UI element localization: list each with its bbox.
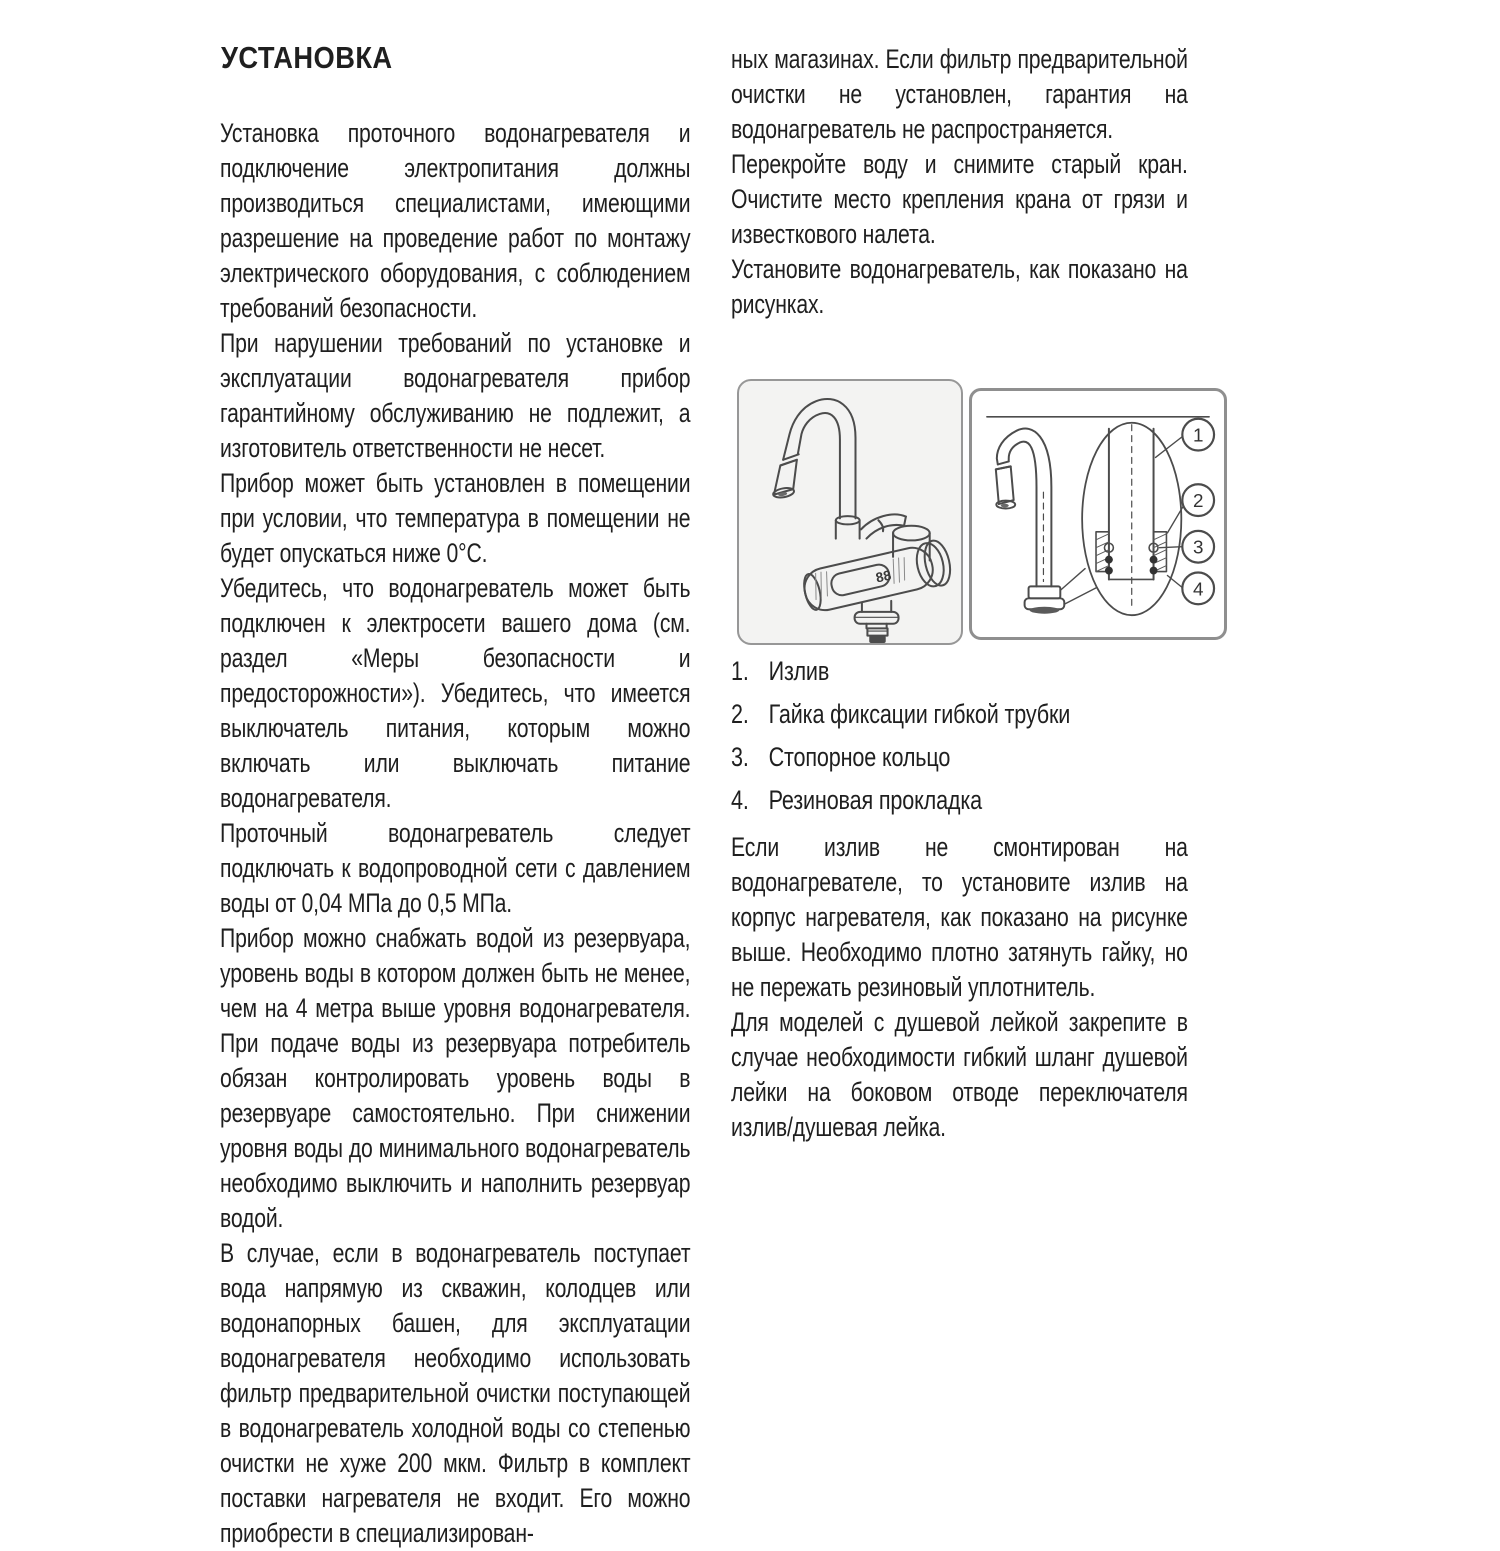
paragraph: Прибор может быть установлен в помещении при условии, что температура в помещении не будет опускаться ниже 0°С.: [220, 468, 691, 568]
paragraph: Прибор можно снабжать водой из резервуара, уровень воды в котором должен быть не менее, чем на 4 метра выше уровня водонагревателя. При подаче воды из резервуара потребитель обязан контролировать уровень воды в резервуаре самостоятельно. При снижении уровня воды до минимального водонагреватель необходимо выключить и наполнить резервуар водой.: [220, 923, 691, 1233]
parts-list-number: 3.: [731, 742, 749, 772]
paragraph: В случае, если в водонагреватель поступает вода напрямую из скважин, колодцев или водонапорных башен, для эксплуатации водонагревателя необходимо использовать фильтр предварительной очистки поступающей в водонагреватель холодной воды со степенью очистки не хуже 200 мкм. Фильтр в комплект поставки нагревателя не входит. Его можно приобрести в специализирован-: [220, 1238, 691, 1548]
parts-list-number: 2.: [731, 699, 749, 729]
figure-spout-assembly-diagram: [969, 388, 1227, 640]
parts-list: [731, 650, 1188, 822]
left-column: [220, 116, 690, 1551]
heater-display-digits: 88: [874, 567, 893, 586]
parts-list-item: [731, 650, 1188, 693]
parts-list-number: 1.: [731, 656, 749, 686]
paragraph: При нарушении требований по установке и эксплуатации водонагревателя прибор гарантийному обслуживанию не подлежит, а изготовитель ответственности не несет.: [220, 328, 691, 463]
paragraph: Если излив не смонтирован на водонагревателе, то установите излив на корпус нагревателя, как показано на рисунке выше. Необходимо плотно затянуть гайку, но не пережать резиновый уплотнитель.: [731, 832, 1188, 1002]
parts-list-label: Резиновая прокладка: [768, 785, 982, 815]
right-column-bottom: [731, 830, 1188, 1145]
spout-assembly-illustration: [972, 391, 1224, 637]
faucet-heater-illustration: [739, 381, 961, 643]
parts-list-label: Излив: [768, 656, 830, 686]
paragraph: ных магазинах. Если фильтр предварительной очистки не установлен, гарантия на водонагреватель не распространяется.: [731, 44, 1188, 144]
page-title: УСТАНОВКА: [221, 40, 393, 75]
callout-number-3: 3: [1192, 536, 1204, 558]
parts-list-number: 4.: [731, 785, 749, 815]
installation-figures: [737, 379, 1227, 645]
paragraph: Проточный водонагреватель следует подключать к водопроводной сети с давлением воды от 0,04 МПа до 0,5 МПа.: [220, 818, 691, 918]
callout-number-2: 2: [1192, 490, 1204, 512]
callout-number-4: 4: [1192, 578, 1204, 600]
paragraph: Перекройте воду и снимите старый кран. Очистите место крепления крана от грязи и известкового налета.: [731, 149, 1188, 249]
paragraph: Убедитесь, что водонагреватель может быть подключен к электросети вашего дома (см. раздел «Меры безопасности и предосторожности»). Убедитесь, что имеется выключатель питания, которым можно включать или выключать питание водонагревателя.: [220, 573, 691, 813]
parts-list-label: Стопорное кольцо: [768, 742, 951, 772]
paragraph: Установите водонагреватель, как показано на рисунках.: [731, 254, 1188, 319]
paragraph: Для моделей с душевой лейкой закрепите в случае необходимости гибкий шланг душевой лейки на боковом отводе переключателя излив/душевая лейка.: [731, 1007, 1188, 1142]
parts-list-item: [731, 693, 1188, 736]
parts-list-item: [731, 736, 1188, 779]
callout-number-1: 1: [1192, 424, 1204, 446]
right-column-top: [731, 42, 1188, 322]
parts-list-label: Гайка фиксации гибкой трубки: [768, 699, 1071, 729]
parts-list-item: [731, 779, 1188, 822]
paragraph: Установка проточного водонагревателя и подключение электропитания должны производиться специалистами, имеющими разрешение на проведение работ по монтажу электрического оборудования, с соблюдением требований безопасности.: [220, 118, 691, 323]
figure-faucet-heater: [737, 379, 963, 645]
